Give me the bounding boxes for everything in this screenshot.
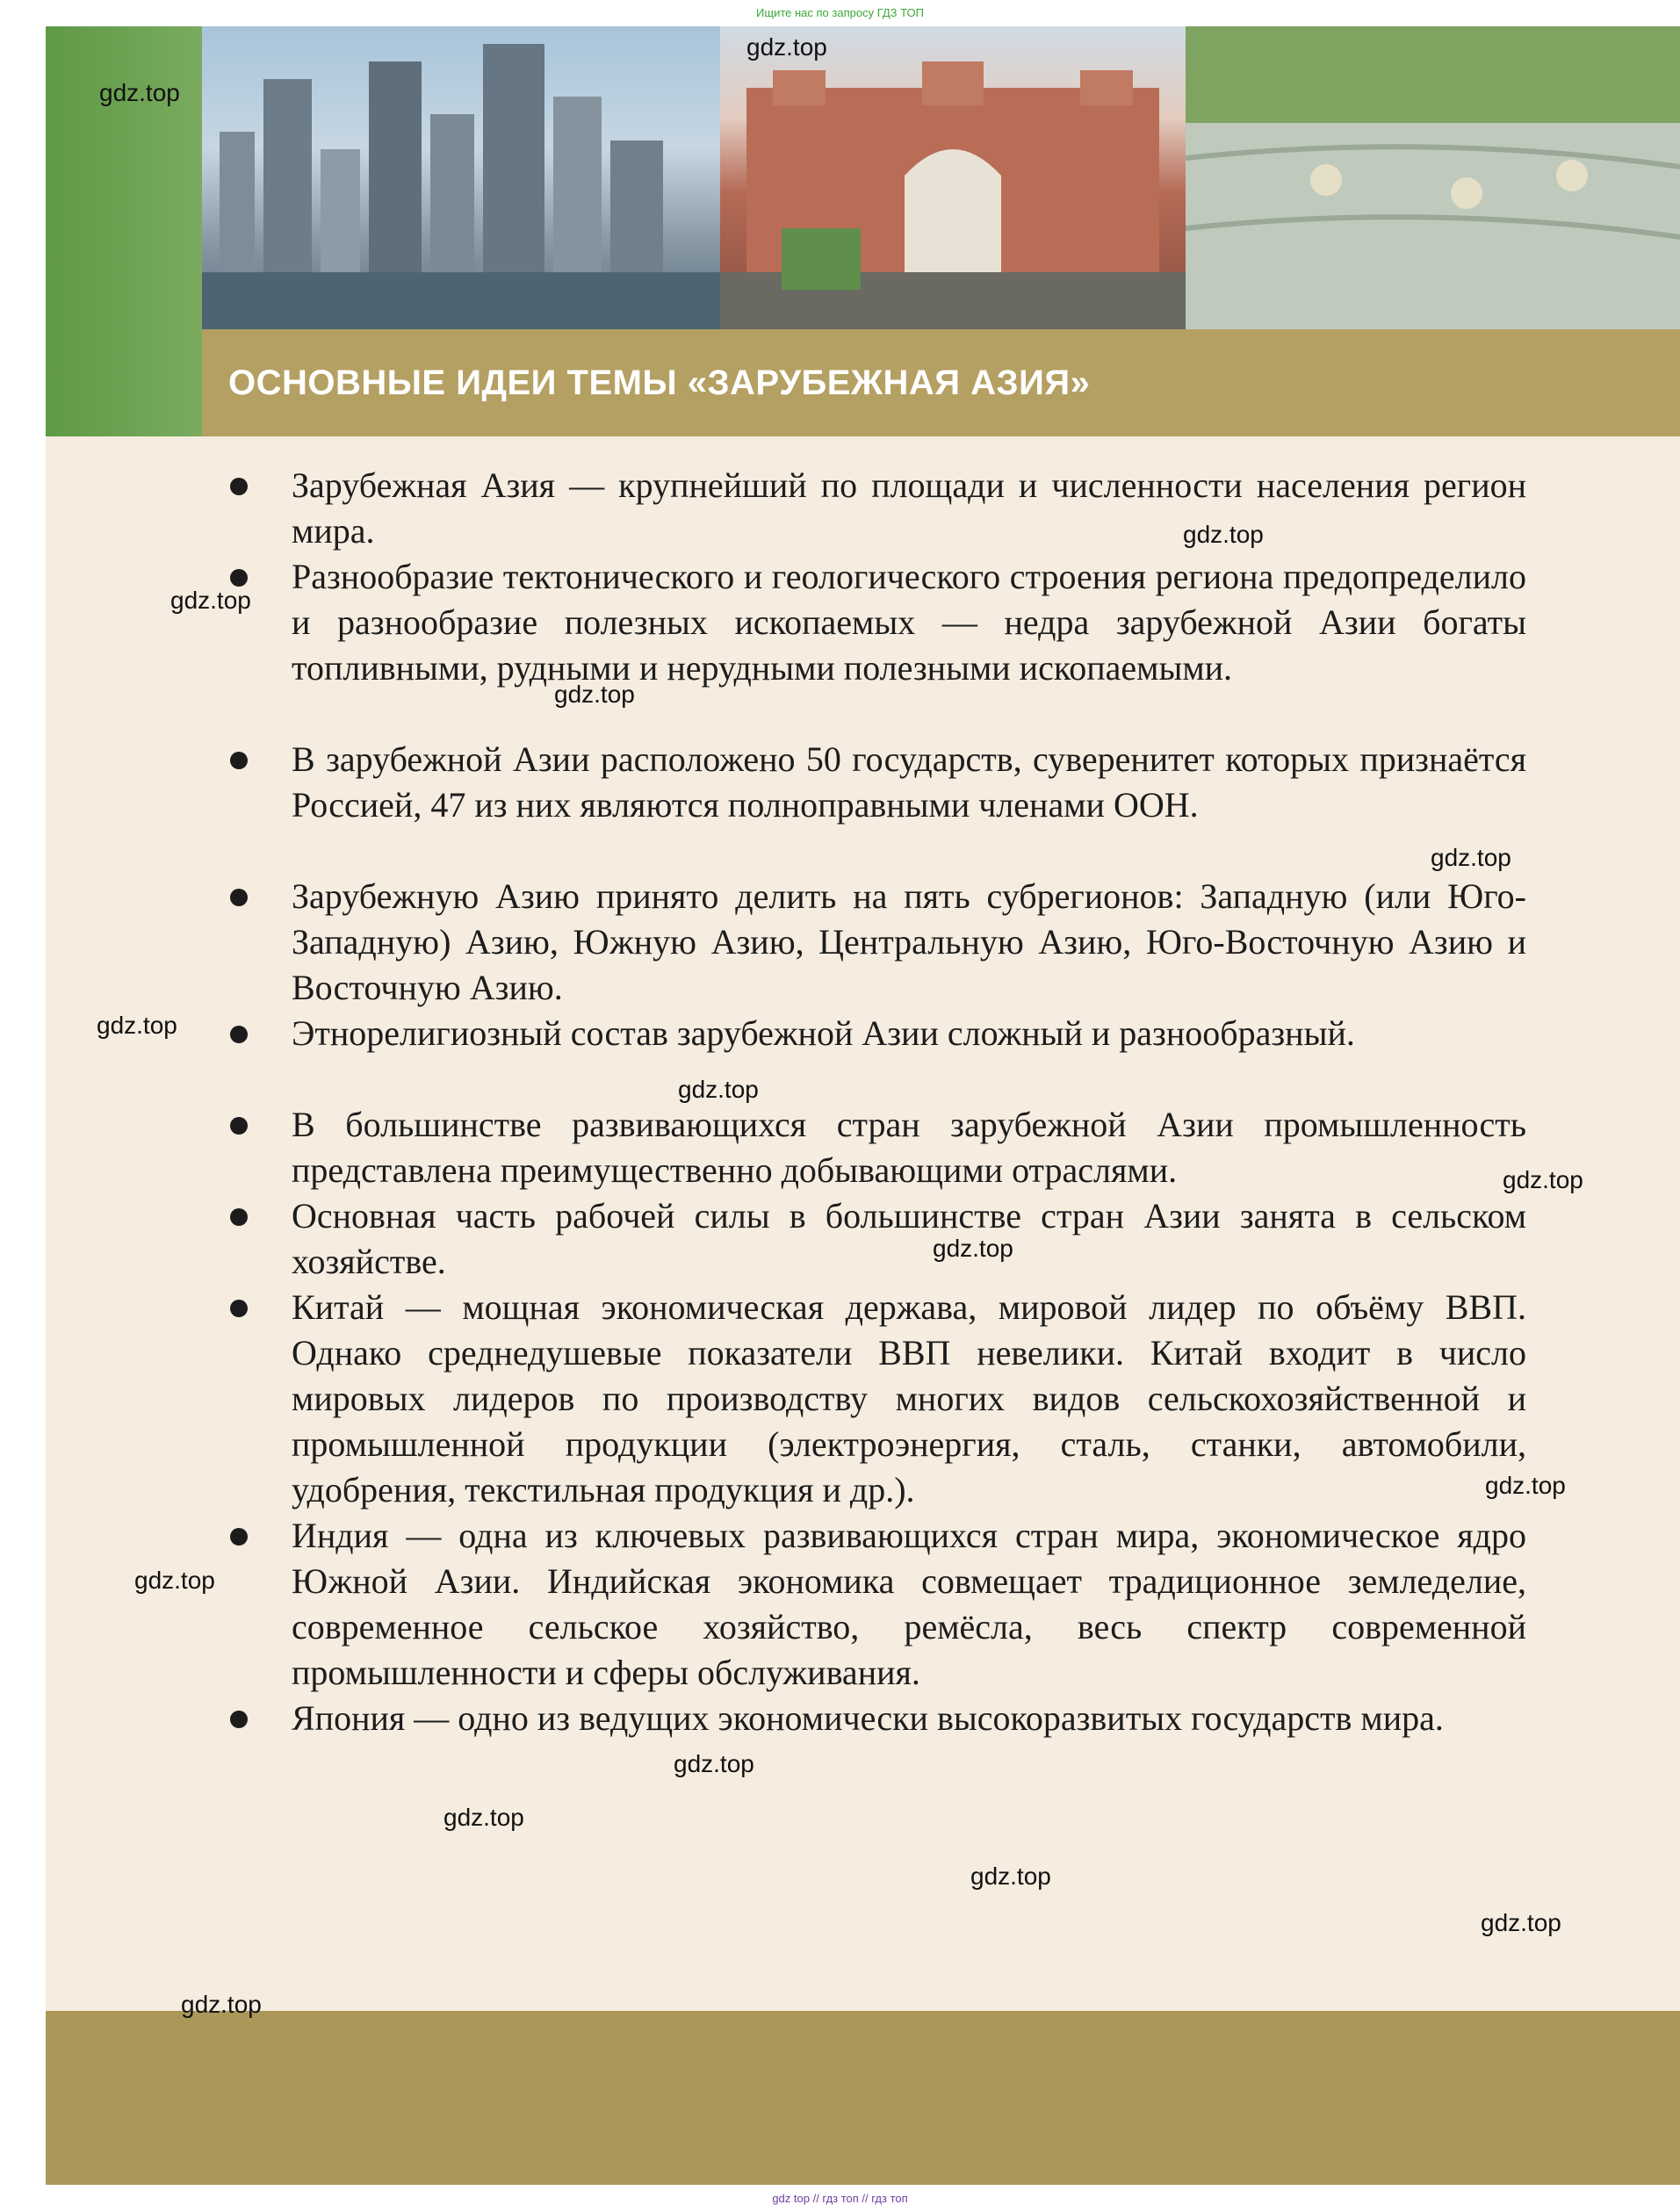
bullet-icon <box>230 889 248 906</box>
footer-band <box>46 2011 1680 2185</box>
bullet-icon <box>230 1208 248 1226</box>
watermark: gdz.top <box>1481 1909 1561 1936</box>
bullet-icon <box>230 1300 248 1317</box>
photo-city-gate <box>720 26 1186 329</box>
idea-text: Основная часть рабочей силы в большинстве стран Азии занята в сельском хозяйстве. <box>292 1196 1526 1281</box>
key-ideas-section <box>46 436 1680 2011</box>
idea-text: Китай — мощная экономическая держава, мировой лидер по объёму ВВП. Однако среднедушевые показатели ВВП невелики. Китай входит в число мировых лидеров по производству многих видов сельскохозяйственной и промышленной продукции (электроэнергия, сталь, станки, автомобили, удобрения, текстильная продукция и др.). <box>292 1287 1526 1509</box>
site-notice-top: Ищите нас по запросу ГДЗ ТОП <box>756 6 924 19</box>
idea-text: Япония — одно из ведущих экономически высокоразвитых государств мира. <box>292 1698 1444 1738</box>
watermark: gdz.top <box>97 1012 177 1039</box>
bullet-icon <box>230 569 248 587</box>
bullet-icon <box>230 1026 248 1043</box>
photo-city-skyline <box>202 26 720 329</box>
bullet-icon <box>230 752 248 769</box>
watermark: gdz.top <box>746 33 827 61</box>
site-notice-bottom: gdz top // гдз топ // гдз топ <box>772 2192 908 2205</box>
watermark: gdz.top <box>170 587 251 614</box>
watermark: gdz.top <box>1485 1472 1566 1499</box>
watermark: gdz.top <box>674 1750 754 1777</box>
photo-rice-field <box>1186 26 1680 329</box>
idea-text: В большинстве развивающихся стран зарубежной Азии промышленность представлена преимущественно добывающими отраслями. <box>292 1105 1526 1190</box>
textbook-page <box>46 26 1680 2185</box>
watermark: gdz.top <box>1431 844 1511 871</box>
watermark: gdz.top <box>554 681 635 708</box>
watermark: gdz.top <box>443 1804 524 1831</box>
watermark: gdz.top <box>933 1235 1013 1262</box>
idea-text: Зарубежная Азия — крупнейший по площади и численности населения регион мира. <box>292 465 1526 551</box>
watermark: gdz.top <box>678 1076 759 1103</box>
watermark: gdz.top <box>134 1567 215 1594</box>
bullet-icon <box>230 1711 248 1728</box>
section-title: ОСНОВНЫЕ ИДЕИ ТЕМЫ «ЗАРУБЕЖНАЯ АЗИЯ» <box>228 364 1091 402</box>
watermark: gdz.top <box>1183 521 1264 548</box>
header-photo-strip <box>202 26 1680 329</box>
section-banner <box>202 329 1680 436</box>
idea-text: Разнообразие тектонического и геологического строения региона предопределило и разнообразие полезных ископаемых — недра зарубежной Азии богаты топливными, рудными и нерудными полезными ископаемыми. <box>292 557 1526 688</box>
bullet-icon <box>230 478 248 495</box>
bullet-icon <box>230 1117 248 1135</box>
idea-text: Этнорелигиозный состав зарубежной Азии сложный и разнообразный. <box>292 1013 1355 1053</box>
idea-text: Индия — одна из ключевых развивающихся стран мира, экономическое ядро Южной Азии. Индийская экономика совмещает традиционное земледелие, современное сельское хозяйство, ремёсла, весь спектр современной промышленности и сферы обслуживания. <box>292 1516 1526 1692</box>
watermark: gdz.top <box>181 1991 262 2018</box>
bullet-icon <box>230 1528 248 1546</box>
idea-text: Зарубежную Азию принято делить на пять субрегионов: Западную (или Юго-Западную) Азию, Южную Азию, Центральную Азию, Юго-Восточную Азию и Восточную Азию. <box>292 876 1526 1007</box>
watermark: gdz.top <box>1503 1166 1583 1193</box>
watermark: gdz.top <box>970 1863 1051 1890</box>
watermark: gdz.top <box>99 79 180 106</box>
idea-text: В зарубежной Азии расположено 50 государств, суверенитет которых признаётся Россией, 47 из них являются полноправными членами ООН. <box>292 739 1526 825</box>
